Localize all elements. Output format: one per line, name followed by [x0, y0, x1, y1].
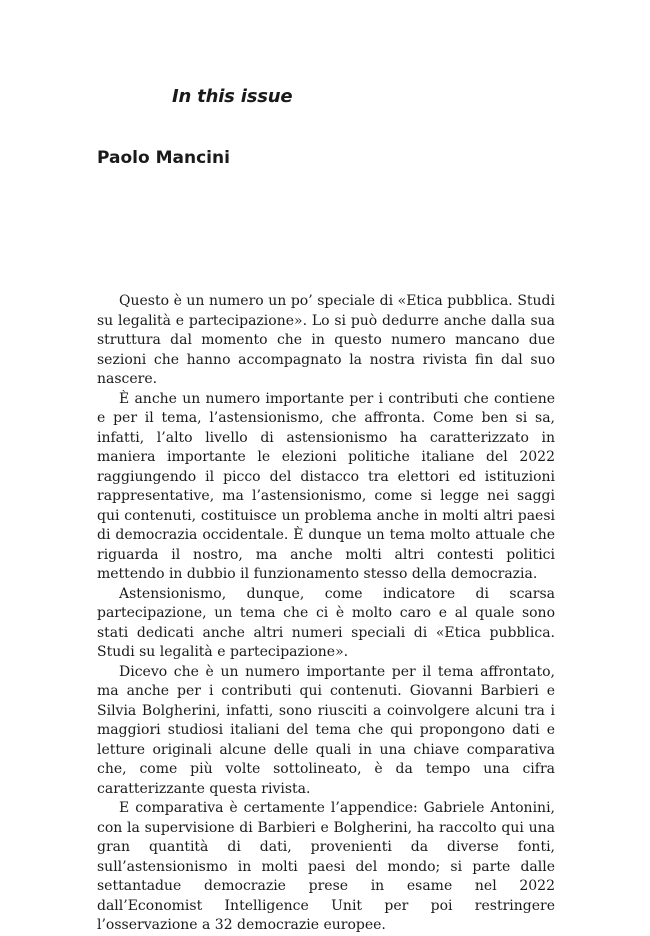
section-label: In this issue	[172, 86, 293, 107]
paragraph: Astensionismo, dunque, come indicatore di scarsa partecipazione, un tema che ci è molto caro e al quale sono stati dedicati anche altri numeri speciali di «Etica pubblica. Studi su legalità e partecipazione».	[97, 585, 555, 660]
author-name: Paolo Mancini	[97, 148, 230, 168]
paragraph: Questo è un numero un po’ speciale di «Etica pubblica. Studi su legalità e partecipazione». Lo si può dedurre anche dalla sua struttura dal momento che in questo numero mancano due sezioni che hanno accompagnato la nostra rivista fin dal suo nascere.	[97, 293, 555, 387]
paragraph: Dicevo che è un numero importante per il tema affrontato, ma anche per i contributi qui contenuti. Giovanni Barbieri e Silvia Bolgherini, infatti, sono riusciti a coinvolgere alcuni tra i maggiori studiosi italiani del tema che qui propongono dati e letture originali alcune delle quali in una chiave comparativa che, come più volte sottolineato, è da tempo una cifra caratterizzante questa rivista.	[97, 663, 555, 797]
paragraph: È anche un numero importante per i contributi che contiene e per il tema, l’astensionismo, che affronta. Come ben si sa, infatti, l’alto livello di astensionismo ha caratterizzato in maniera importante le elezioni politiche italiane del 2022 raggiungendo il picco del distacco tra elettori ed istituzioni rappresentative, ma l’astensionismo, come si legge nei saggi qui contenuti, costituisce un problema anche in molti altri paesi di democrazia occidentale. È dunque un tema molto attuale che riguarda il nostro, ma anche molti altri contesti politici mettendo in dubbio il funzionamento stesso della democrazia.	[97, 390, 555, 582]
article-body	[97, 292, 555, 936]
paragraph: E comparativa è certamente l’appendice: Gabriele Antonini, con la supervisione di Barbieri e Bolgherini, ha raccolto qui una gran quantità di dati, provenienti da diverse fonti, sull’astensionismo in molti paesi del mondo; si parte dalle settantadue democrazie prese in esame nel 2022 dall’Economist Intelligence Unit per poi restringere l’osservazione a 32 democrazie europee.	[97, 800, 555, 933]
